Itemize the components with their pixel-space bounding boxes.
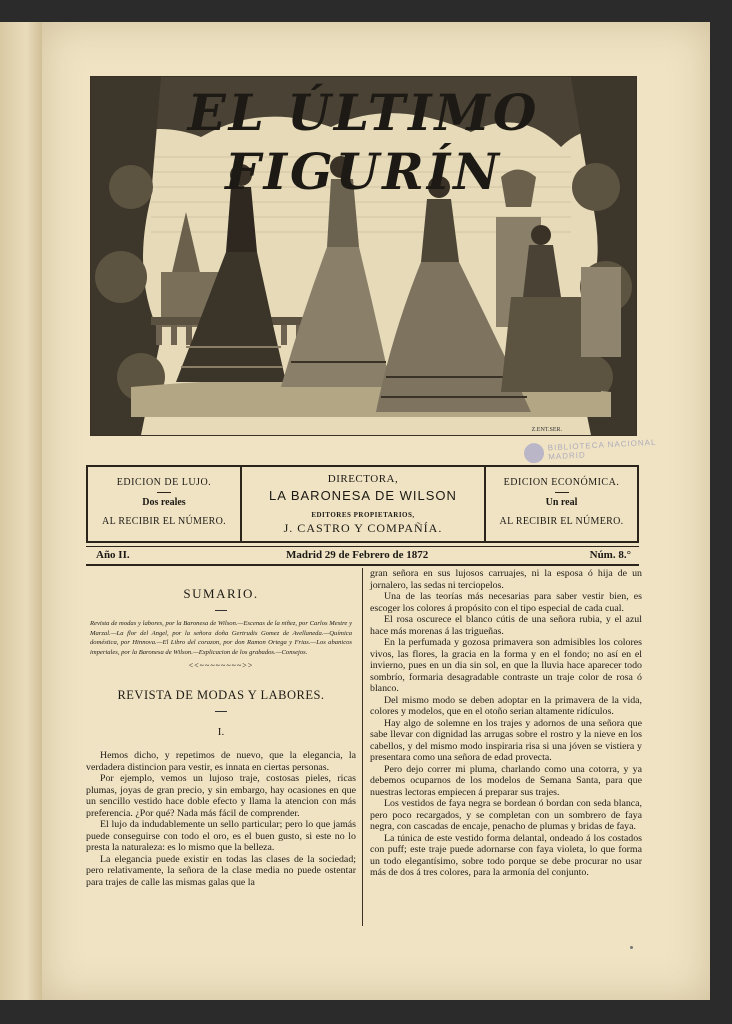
issue-number: Núm. 8.° [589,549,631,561]
editors-label: EDITORES PROPIETARIOS, [311,511,415,519]
economy-edition-note: AL RECIBIR EL NÚMERO. [499,516,624,527]
right-column [370,568,642,879]
publication-info-box [86,465,639,543]
article-body-col2 [370,568,642,879]
sumario-text: Revista de modas y labores, por la Baronesa de Wilson.—Escenas de la niñez, por Carlos Mestre y Marzal.—La flor del Angel, por la señora doña Gertrudis Gomez de Avellaneda.—Química doméstica, por Hinnova.—El Libro del corazon, por don Ramon Ortega y Frias.—Los abanicos imperiales, por la Baronesa de Wilson.—Explicacion de los grabados.—Consejos. [90,620,352,656]
stamp-text: BIBLIOTECA NACIONAL MADRID [547,437,657,462]
divider [215,610,227,611]
divider [215,711,227,712]
stamp-seal [524,443,545,464]
divider [157,492,171,493]
luxury-edition-note: AL RECIBIR EL NÚMERO. [102,516,226,527]
luxury-edition-column [88,467,242,541]
dateline [86,546,639,566]
paragraph: La túnica de este vestido forma delantal, ondeado á los costados con puff; este traje puede adornarse con faya violeta, lo que forma un todo elegantísimo, sobre todo porque se debe procurar no usar más de dos á tres colores, para la armonía del conjunto. [370,832,642,878]
newspaper-title: EL ÚLTIMO FIGURÍN [187,83,540,201]
editors-name: J. CASTRO Y COMPAÑÍA. [283,521,443,535]
paragraph: Hay algo de solemne en los trajes y adornos de una señora que sabe llevar con dignidad las arrugas sobre el rostro y la nieve en los cabellos, y del mismo modo inspiraria risa si una jóven se vistiera y presentara como una señora de edad provecta. [370,717,642,763]
paragraph: El rosa oscurece el blanco cútis de una señora rubia, y el azul hace más morenas á las trigueñas. [370,614,642,637]
paragraph: Pero dejo correr mi pluma, charlando como una cotorra, y ya debemos ocuparnos de los modelos de Semana Santa, para que nuestras lectoras empiecen á preparar sus trajes. [370,763,642,798]
issue-year: Año II. [96,549,130,561]
economy-edition-price: Un real [545,497,578,508]
page-mark [630,946,633,949]
article-body-col1 [86,750,356,888]
issue-date: Madrid 29 de Febrero de 1872 [286,549,429,561]
article-section-number: I. [217,726,225,739]
economy-edition-label: EDICION ECONÓMICA. [503,477,620,488]
paragraph: Del mismo modo se deben adoptar en la primavera de la vida, colores y modelos, que en el otoño serian altamente ridículos. [370,694,642,717]
left-column [86,572,356,888]
facing-page-edge [0,22,44,1000]
sumario-title: SUMARIO. [183,586,259,601]
column-divider [362,568,363,926]
divider [555,492,569,493]
masthead-illustration [90,76,637,436]
luxury-edition-price: Dos reales [142,497,186,508]
luxury-edition-label: EDICION DE LUJO. [116,477,212,488]
paragraph: El lujo da indudablemente un sello particular; pero lo que jamás puede conseguirse con todo el oro, es el buen gusto, si este no lo presta la naturaleza: es lo mismo que la belleza. [86,819,356,854]
paragraph: La elegancia puede existir en todas las clases de la sociedad; pero relativamente, la señora de la clase media no puede ostentar para trajes de calle las mismas galas que la [86,853,356,888]
paragraph: gran señora en sus lujosos carruajes, ni la esposa ó hija de un jornalero, las sedas ni terciopelos. [370,568,642,591]
economy-edition-column [486,467,637,541]
paragraph: Una de las teorías más necesarias para saber vestir bien, es escoger los colores á propósito con el tipo especial de cada cual. [370,591,642,614]
paragraph: Hemos dicho, y repetimos de nuevo, que la elegancia, la verdadera distincion para vestir, es innata en ciertas personas. [86,750,356,773]
director-name: LA BARONESA DE WILSON [269,488,457,503]
engraver-signature: Z.ENT.SER. [531,427,562,433]
paragraph: En la perfumada y gozosa primavera son admisibles los colores vivos, las flores, la gracia en la forma y en el fondo; no así en el invierno, pues en un dia sin sol, en que la lluvia hace aparecer todo sombrío, formaria desagradable contraste un traje color de rosa ó blanco. [370,637,642,694]
paragraph: Por ejemplo, vemos un lujoso traje, costosas pieles, ricas plumas, joyas de gran precio, y sin embargo, hay ocasiones en que un sencillo vestido hace doble efecto y llama la atencion con más preferencia. ¿Por qué? Nada más fácil de comprender. [86,773,356,819]
paragraph: Los vestidos de faya negra se bordean ó bordan con seda blanca, pero poco recargados, y se completan con un sombrero de faya negra, con cascadas de encaje, penacho de plumas y bridas de faya. [370,798,642,832]
article-title: REVISTA DE MODAS Y LABORES. [117,688,325,703]
director-role: DIRECTORA, [327,473,399,485]
editorial-column [242,467,486,541]
ornament: <<~~~~~~~~>> [188,661,254,671]
